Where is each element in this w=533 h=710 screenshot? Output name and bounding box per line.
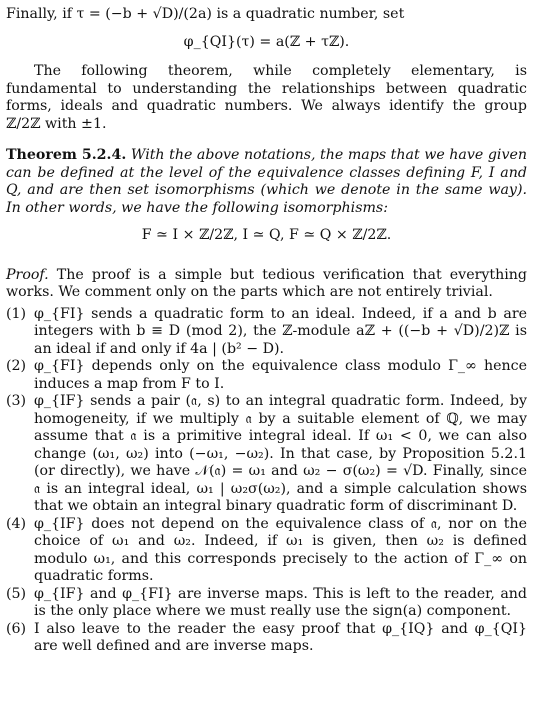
proof-label: Proof. bbox=[6, 266, 49, 283]
context-paragraph: The following theorem, while completely elementary, is fundamental to understanding the relationships between quadratic forms, ideals and quadratic numbers. We always identify the group ℤ/2ℤ with ±1. bbox=[6, 63, 527, 132]
intro-text: Finally, if τ = (−b + √D)/(2a) is a quadratic number, set bbox=[6, 6, 405, 22]
intro-line bbox=[6, 6, 527, 24]
proof-item-number: (2) bbox=[6, 358, 27, 374]
proof-intro-text: The proof is a simple but tedious verification that everything works. We comment only on the parts which are not entirely trivial. bbox=[6, 266, 527, 300]
proof-item-text: φ_{IF} sends a pair (𝔞, s) to an integral quadratic form. Indeed, by homogeneity, if we multiply 𝔞 by a suitable element of ℚ, we may assume that 𝔞 is a primitive integral ideal. If ω₁ < 0, we can also change (ω₁, ω₂) into (−ω₁, −ω₂). In that case, by Proposition 5.2.1 (or directly), we have 𝒩(𝔞) = ω₁ and ω₂ − σ(ω₂) = √D. Finally, since 𝔞 is an integral ideal, ω₁ | ω₂σ(ω₂), and a simple calculation shows that we obtain an integral binary quadratic form of discriminant D. bbox=[34, 393, 527, 514]
proof-item-number: (4) bbox=[6, 515, 27, 532]
proof-item-text: φ_{FI} sends a quadratic form to an ideal. Indeed, if a and b are integers with b ≡ D (mod 2), the ℤ-module aℤ + ((−b + √D)/2)ℤ is an ideal if and only if 4a | (b² − D). bbox=[34, 305, 527, 357]
proof-item bbox=[6, 621, 527, 656]
proof-item bbox=[6, 516, 527, 586]
proof-items-list bbox=[6, 306, 527, 656]
proof-item-text: φ_{IF} does not depend on the equivalence class of 𝔞, nor on the choice of ω₁ and ω₂. Indeed, if ω₁ is given, then ω₂ is defined modulo ω₁, and this corresponds precisely to the action of Γ_∞ on quadratic forms. bbox=[34, 515, 527, 584]
theorem-block bbox=[6, 147, 527, 217]
spacer bbox=[6, 133, 527, 147]
spacer bbox=[6, 257, 527, 267]
proof-item-text: φ_{IF} and φ_{FI} are inverse maps. This is left to the reader, and is the only place where we must really use the sign(a) component. bbox=[34, 585, 527, 619]
theorem-label: Theorem 5.2.4. bbox=[6, 147, 127, 163]
proof-item bbox=[6, 306, 527, 359]
proof-item-number: (3) bbox=[6, 393, 27, 409]
proof-item-number: (6) bbox=[6, 620, 27, 637]
phi-qi-formula: φ_{QI}(τ) = a(ℤ + τℤ). bbox=[183, 33, 350, 50]
proof-item-number: (1) bbox=[6, 305, 27, 322]
proof-item bbox=[6, 358, 527, 393]
proof-item bbox=[6, 586, 527, 621]
proof-intro bbox=[6, 267, 527, 302]
proof-item bbox=[6, 393, 527, 516]
proof-item-number: (5) bbox=[6, 585, 27, 602]
proof-item-text: I also leave to the reader the easy proof that φ_{IQ} and φ_{QI} are well defined and are inverse maps. bbox=[34, 620, 527, 654]
proof-item-text: φ_{FI} depends only on the equivalence class modulo Γ_∞ hence induces a map from F to I. bbox=[34, 358, 527, 392]
isomorphisms-formula: F ≃ I × ℤ/2ℤ, I ≃ Q, F ≃ Q × ℤ/2ℤ. bbox=[141, 227, 392, 243]
theorem-statement: With the above notations, the maps that we have given can be defined at the level of the equivalence classes defining F, I and Q, and are then set isomorphisms (which we denote in the same way). In other words, we have the following isomorphisms: bbox=[6, 147, 528, 216]
